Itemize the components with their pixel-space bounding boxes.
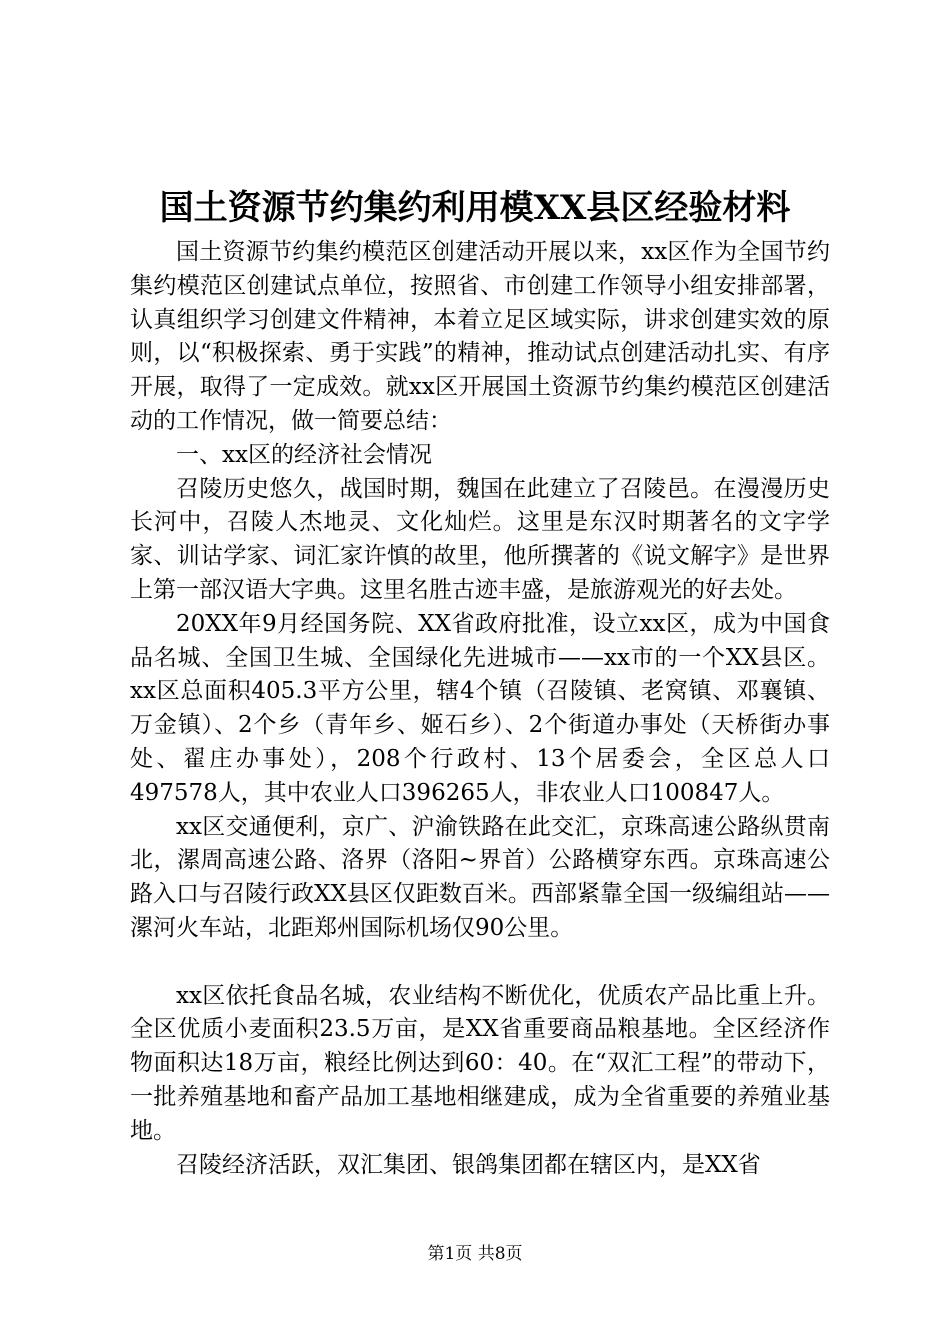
paragraph-history: 召陵历史悠久，战国时期，魏国在此建立了召陵邑。在漫漫历史长河中，召陵人杰地灵、文化灿烂。这里是东汉时期著名的文字学家、训诂学家、词汇家许慎的故里，他所撰著的《说文解字》是世界上第一部汉语大字典。这里名胜古迹丰盛，是旅游观光的好去处。 (130, 475, 830, 603)
page-number-footer: 第1页 共8页 (427, 1244, 523, 1264)
document-title: 国土资源节约集约利用模XX县区经验材料 (159, 188, 791, 228)
section-heading: 一、xx区的经济社会情况 (176, 441, 432, 468)
paragraph-overview: 20XX年9月经国务院、XX省政府批准，设立xx区，成为中国食品名城、全国卫生城、全国绿化先进城市——xx市的一个XX县区。xx区总面积405.3平方公里，辖4个镇（召陵镇、老窝镇、邓襄镇、万金镇）、2个乡（青年乡、姬石乡）、2个街道办事处（天桥街办事处、翟庄办事处），208个行政村、13个居委会，全区总人口497578人，其中农业人口396265人，非农业人口100847人。 (130, 610, 830, 806)
document-body (130, 236, 830, 1182)
paragraph-economy: 召陵经济活跃，双汇集团、银鸽集团都在辖区内，是XX省 (176, 1151, 761, 1178)
paragraph-transport: xx区交通便利，京广、沪渝铁路在此交汇，京珠高速公路纵贯南北，漯周高速公路、洛界（洛阳~界首）公路横穿东西。京珠高速公路入口与召陵行政XX县区仅距数百米。西部紧靠全国一级编组站——漯河火车站，北距郑州国际机场仅90公里。 (130, 813, 830, 941)
paragraph-spacer (130, 946, 830, 980)
paragraph-intro: 国土资源节约集约模范区创建活动开展以来，xx区作为全国节约集约模范区创建试点单位，按照省、市创建工作领导小组安排部署，认真组织学习创建文件精神，本着立足区域实际，讲求创建实效的原则，以“积极探索、勇于实践”的精神，推动试点创建活动扎实、有序开展，取得了一定成效。就xx区开展国土资源节约集约模范区创建活动的工作情况，做一简要总结： (130, 239, 830, 434)
paragraph-agriculture: xx区依托食品名城，农业结构不断优化，优质农产品比重上升。全区优质小麦面积23.5万亩，是XX省重要商品粮基地。全区经济作物面积达18万亩，粮经比例达到60：40。在“双汇工程”的带动下，一批养殖基地和畜产品加工基地相继建成，成为全省重要的养殖业基地。 (130, 982, 830, 1144)
